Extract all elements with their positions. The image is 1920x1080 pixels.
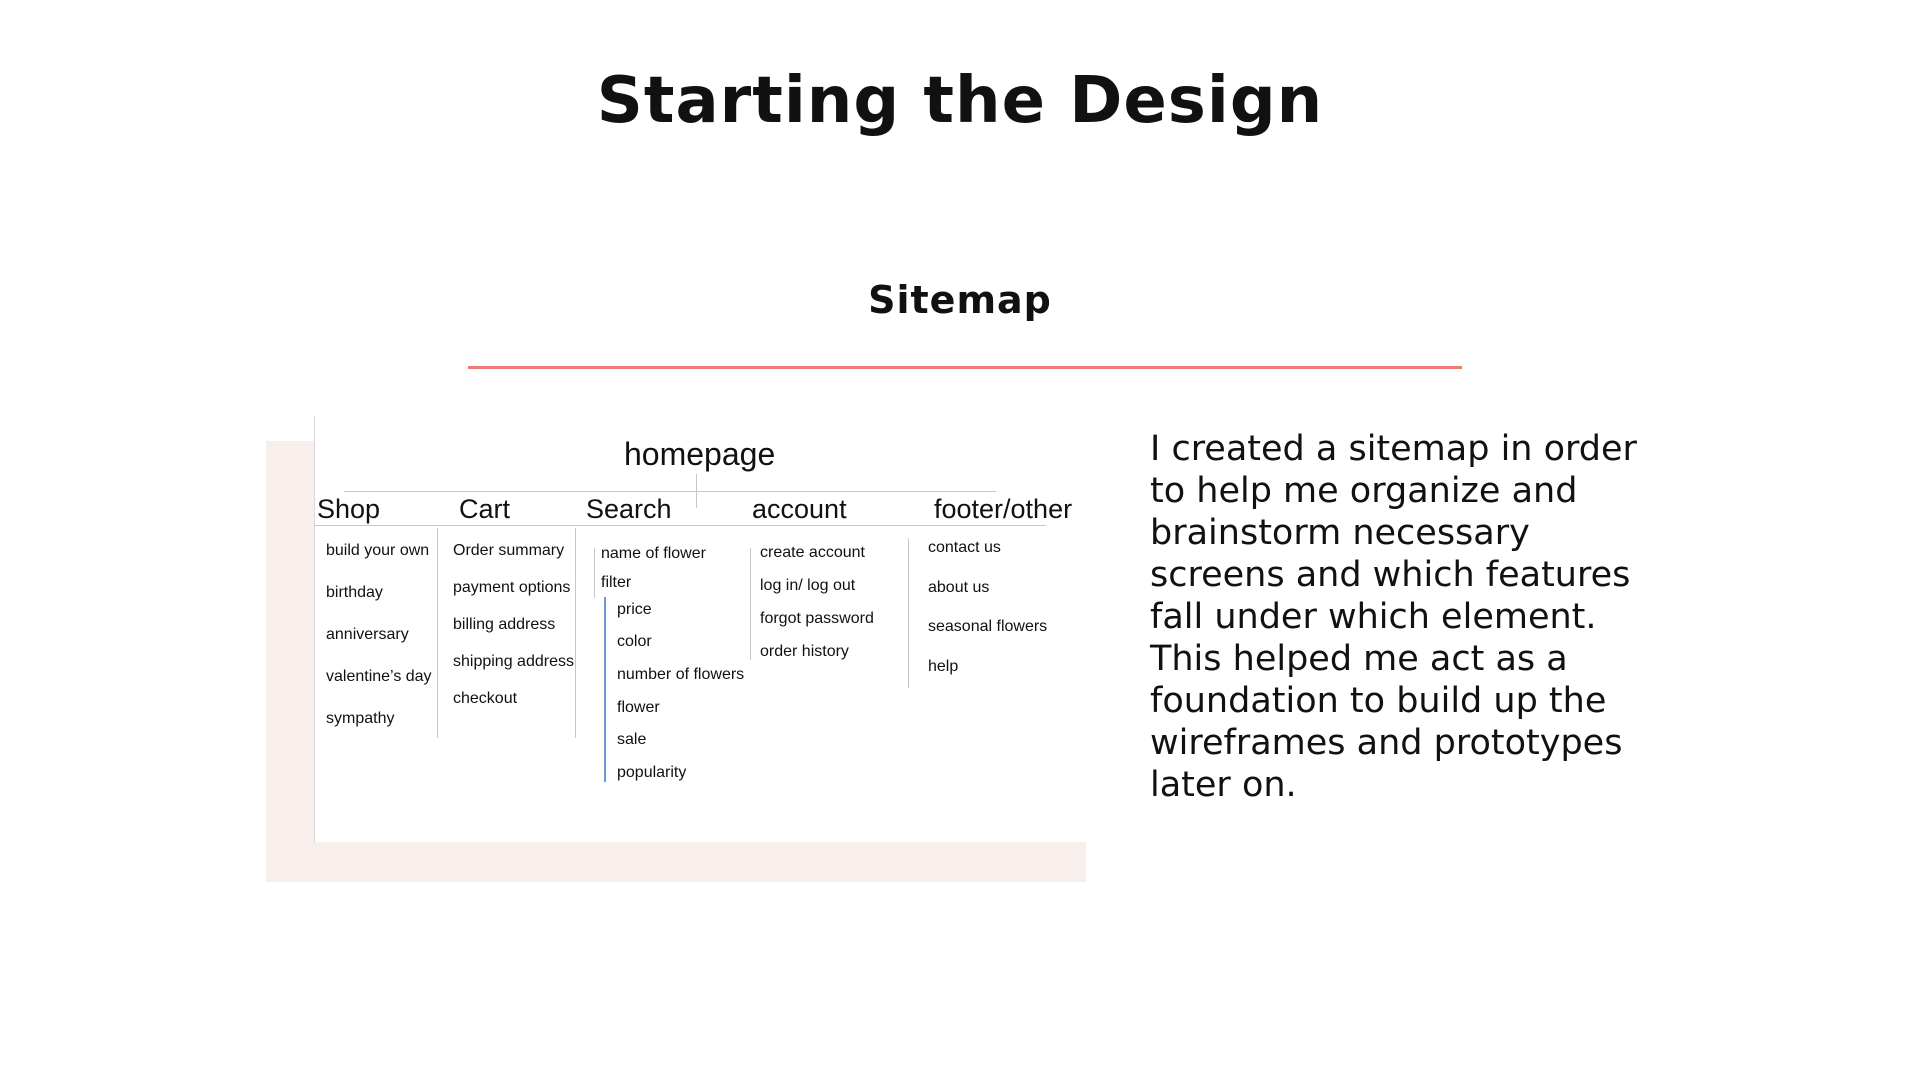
filter-item: popularity [617,764,687,781]
cart-item: payment options [453,579,571,596]
description-line: I created a sitemap in order [1150,429,1637,469]
description-line: later on. [1150,765,1297,805]
cart-item: shipping address [453,653,574,670]
footer-item: about us [928,579,990,596]
sitemap-diagram [314,416,1086,842]
shop-item: anniversary [326,626,409,643]
description-line: fall under which element. [1150,597,1597,637]
account-item: log in/ log out [760,577,856,594]
shop-item: build your own [326,542,430,559]
category-account: account [752,494,847,524]
description-line: screens and which features [1150,555,1631,595]
cart-item: checkout [453,690,518,707]
description-line: to help me organize and [1150,471,1578,511]
category-search: Search [586,494,672,524]
footer-item: help [928,658,959,675]
account-item: forgot password [760,610,874,627]
footer-item: contact us [928,539,1001,556]
column-divider [908,538,909,688]
description-line: This helped me act as a [1150,639,1568,679]
column-divider [575,528,576,738]
card-edge-line [314,416,315,842]
cart-item: Order summary [453,542,565,559]
account-item: create account [760,544,865,561]
description-line: brainstorm necessary [1150,513,1530,553]
shop-item: birthday [326,584,383,601]
column-divider [594,548,595,598]
column-divider [437,528,438,738]
description-line: wireframes and prototypes [1150,723,1623,763]
shop-item: sympathy [326,710,395,727]
category-cart: Cart [459,494,511,524]
description-line: foundation to build up the [1150,681,1607,721]
search-item: name of flower [601,545,706,562]
filter-item: flower [617,699,660,716]
shop-item: valentine’s day [326,668,432,685]
filter-item: sale [617,731,647,748]
search-item: filter [601,574,632,591]
filter-item: price [617,601,652,618]
filter-item: color [617,633,652,650]
column-divider [750,548,751,660]
accent-divider [468,366,1462,369]
filter-item: number of flowers [617,666,745,683]
footer-item: seasonal flowers [928,618,1048,635]
cart-item: billing address [453,616,556,633]
category-shop: Shop [317,494,381,524]
filter-divider [604,597,606,782]
category-footer-other: footer/other [934,494,1073,524]
section-title: Sitemap [868,278,1052,322]
sitemap-root-node: homepage [624,436,776,472]
page-title: Starting the Design [596,64,1324,138]
description-text [1150,428,1670,806]
account-item: order history [760,643,849,660]
